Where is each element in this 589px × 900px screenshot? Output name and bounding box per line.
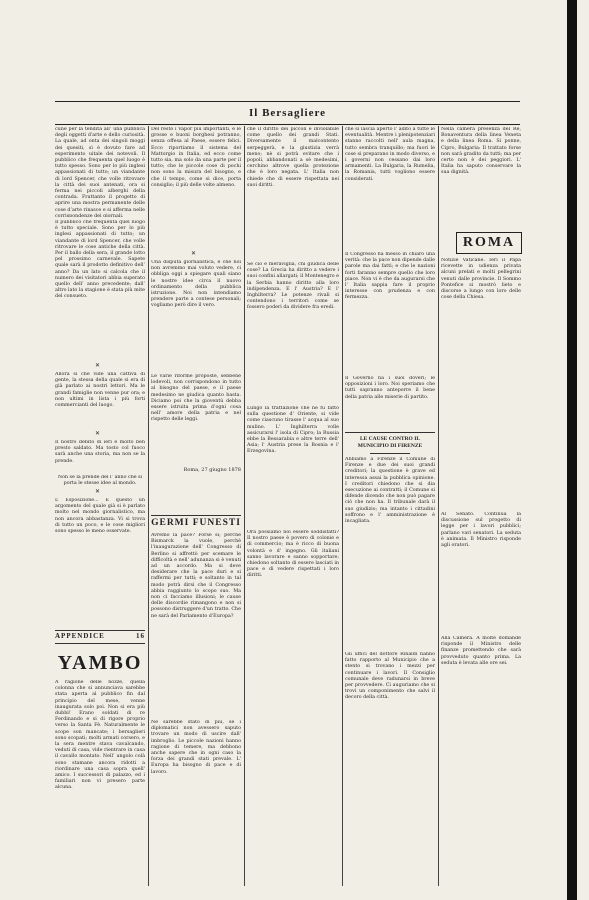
yambo-title: YAMBO xyxy=(57,652,143,674)
separator-x: ✕ xyxy=(95,430,101,437)
rule xyxy=(55,643,145,644)
column-divider xyxy=(148,126,149,886)
article-col1-mid3: Il nostro debito di ieri è molto ben presto saldato. Ma tosto col fuoco sarà anche una storia, ma non se la prende. xyxy=(55,440,145,464)
article-col2-signature: Roma, 27 giugno 1878 xyxy=(183,467,241,473)
separator-x: ✕ xyxy=(95,362,101,369)
column-divider xyxy=(342,126,343,886)
article-col2-top: Del resto i Vapor più importanti, e le grosse e buoni borghesi potranno, senza offesa al Paese, essere felici. Ecco riportiamo il sistema del Mattorgio in Italia, ed ecco come tutto sia, ma solo da una parte per il tutto; che le piccole cose di pochi non sono la misura del bisogno, e che il tempo, come si dice, porta consiglio; il più delle volte almeno. xyxy=(151,127,241,188)
article-col4-mid2: Il Governo ha i suoi doveri; le opposizioni i loro. Noi speriamo che tutti sapranno anteporre il bene della patria alle miserie di partito. xyxy=(345,376,435,400)
roma-box xyxy=(456,232,522,254)
column-divider xyxy=(438,126,439,886)
article-col2-mid2: Le varie riforme proposte, sebbene lodevoli, non corrispondono in tutto al bisogno del paese, e il paese medesimo ne giudica quanto basta. Diciamo poi che la gioventù debba essere istruita prima d’ogni cosa nell’ amore della patria e nel rispetto delle leggi. xyxy=(151,374,241,423)
article-col5-bottom: Alla Camera. A molte domande risponde il Ministro delle finanze promettendo che sarà provveduto quanto prima. La seduta è levata alle ore sei. xyxy=(441,636,521,666)
rule xyxy=(151,515,241,516)
scan-edge-bar xyxy=(567,0,577,900)
appendix-label: APPENDICE xyxy=(55,632,105,640)
article-col4-mid: Il Congresso ha messo in chiaro una verità: che la pace non dipende dalle parole ma dai fatti; e che le nazioni forti faranno sempre quello che loro piace. Non vi è che da augurarsi che l' Italia sappia fare il proprio interesse con prudenza e con fermezza. xyxy=(345,252,435,301)
appendix-number: 16 xyxy=(136,632,145,640)
article-col1-quote: Non se la prende del l’ anno che si porta le stesse idee al mondo. xyxy=(57,475,143,487)
article-col1-top: cune per la tendita all’ una pubblica degli oggetti d'arte e dello curiosità. La quale, ad onta dei singoli moggi dei quesiti, sì è dovuto fare ad esperimento uitale dei notevoli. Il pubblico che frequenta quel luogo è tutto spesso. Sono per lo più inglesi appassionati di tutto; un viandante di lord Spencer, che volle ritrovare la città dei suoi antenati, ora si ferma nei piccoli alberghi della contrada. Frattanto il progetto di aprire una mostra permanente delle cose d’arte rinasce e si afferma nelle corrispondenze dei giornali. xyxy=(55,127,145,217)
article-col2-bottom: Ne sarebbe stato di più, se i diplomatici non avessero saputo trovare un modo di uscire dall' imbroglio. Le piccole nazioni hanno ragione di temere, ma debbono anche sapere che in ogni caso la forza dei grandi stati prevale. L' Europa ha bisogno di pace e di lavoro. xyxy=(151,720,241,775)
article-col4-top: che si lascia aperto l' adito a tutte le eventualità. Mentre i plenipotenziari stanno raccolti nell' aula magna, tutto sembra tranquillo; ma fuori le cose si preparano in modo diverso, e i governi non cessano dai loro armamenti. La Bulgaria, la Rumelia, la Romania, tutti vogliono essere considerati. xyxy=(345,127,435,182)
appendix-header xyxy=(55,632,145,640)
cause-text: Abbiamo a Firenze il Comune di Firenze e due dei suoi grandi creditori; la questione è grave ed interessa assai la pubblica opinione. I creditori chiedono che si dia esecuzione ai contratti; il Comune si difende dicendo che non può pagare ciò che non ha. Il tribunale darà il suo giudizio; ma intanto i cittadini soffrono e l' amministrazione è incagliata. xyxy=(345,457,435,525)
article-col5-top: Nella camera presenza del Re, Bonaventura della linea Veneta e della linea Roma. Si ponne, Cipro, Bulgaria: Il trattato forse non sarà gradito da tutti; ma per certo non è dei peggiori. L' Italia ha saputo conservare la sua dignità. xyxy=(441,127,521,176)
roma-text: Notizie Vaticane. Ieri il Papa ricevette in udienza privata alcuni prelati e molti pellegrini venuti dalle provincie. Il Sommo Pontefice si mostrò lieto e discorse a lungo con loro delle cose della Chiesa. xyxy=(441,258,521,301)
article-col5-mid: Al Senato. Continua la discussione sul progetto di legge per i lavori pubblici; parlano vari senatori. La seduta è animata. Il Ministro risponde agli oratori. xyxy=(441,512,521,549)
rule xyxy=(345,432,435,433)
cause-title: LE CAUSE CONTRO IL MUNICIPIO DI FIRENZE xyxy=(357,436,423,449)
rule xyxy=(370,453,410,454)
article-col3-top: che il diritto dei piccoli è inviolabile come quello dei grandi Stati. Diversamente il malcontento serpeggerà, e la giustizia verrà meno; nè si potrà evitare che i popoli, abbandonati a sè medesimi, cerchino altrove quella protezione che è loro negata. L' Italia non chiede che di essere rispettata nei suoi diritti. xyxy=(247,127,339,188)
separator-x: ✕ xyxy=(191,250,197,257)
yambo-text: A ragione delle nozze, quella colonna che si annunciava sarebbe stata aperta al pubblico fin dal principio del mese, venne inaugurata solo poi. Non si era più dubbi! Erano soldati di re Ferdinando e si di rigore proprio verso la Santa Fè. Naturalmente le scope son mancate; i bersaglieri sono scopati; molti armati corsero, e la sera mentre stava cavalcando, veduti di casa, vide rientrare in casa il cavallo montato. Nell’ angolo colà sono stamane ancora ridotti a riordinare una casa sopra quell' amico. I successori di palazzo, ed i familiari non vi presero parte alcuna. xyxy=(55,680,145,791)
article-col3-mid: Se ciò è meraviglia, chi giudica delle cose? La Grecia ha diritto a vedere i suoi confini allargati; il Montenegro e la Serbia hanno diritto alla loro indipendenza. E l' Austria? E l' Inghilterra? Le potenze rivali si contendono i territori come se fossero poderi da dividere fra eredi. xyxy=(247,262,339,311)
article-col2-mid: Una disputa giornalistica, e che noi non avremmo mai voluto vedere, ci obbliga oggi a spiegare quali siano le nostre idee circa il nuovo ordinamento della pubblica istruzione. Noi non intendiamo prendere parte a contese personali; vogliamo però dire il vero. xyxy=(151,260,241,309)
article-col4-bottom: Gli uffici del dottore Rinaldi hanno fatto rapporto al Municipio che a stento si trovano i mezzi per continuare i lavori. Il Consiglio comunale deve radunarsi in breve per provvedere. Ci auguriamo che si trovi un componimento che salvi il decoro della città. xyxy=(345,652,435,701)
germi-text: Avremo la pace? Forse si; perchè Bismarck la vuole, perchè l'inaugurazione dell' Congresso di Berlino si affrettò per scemare le difficoltà e nell' adunanza si è venuti ad un accordo. Ma si deve desiderare che la pace duri e si raffermi per tutti; e soltanto in tal modo potrà dirsi che il Congresso abbia raggiunto lo scopo suo. Ma non ci facciamo illusioni; le cause delle discordie rimangono e non si possono distruggere d'un tratto. Che ne sarà del Parlamento d'Europa? xyxy=(151,533,241,619)
article-col1-bottom: L’ Esposizione... È questo un argomento del quale già si è parlato molto nel mondo giornalistico, ma non ancora abbastanza. Vi si trova di tutto un poco, e le cose migliori sono spesso le meno osservate. xyxy=(55,498,145,535)
column-divider xyxy=(244,126,245,886)
separator-x: ✕ xyxy=(95,488,101,495)
article-col3-mid2: Lungo la trattazione che ne fu fatto sulla questione d' Oriente, si vide come ciascuno tirasse l' acqua al suo mulino. L' Inghilterra volle assicurarsi l' isola di Cipro; la Russia ebbe la Bessarabia e altre terre dell' Asia; l' Austria prese la Bosnia e l' Erzegovina. xyxy=(247,406,339,455)
masthead-title: Il Bersagliere xyxy=(55,101,520,125)
germi-title: GERMI FUNESTI xyxy=(151,518,241,528)
article-col1-mid2: Allora sì che vide una cattiva di gente, la stessa della quale si era di già parlato ai nostri lettori. Ma le grandi famiglie non venne pur ora; e non ultimi in lista i più forti commercianti del luogo. xyxy=(55,372,145,409)
roma-title: ROMA xyxy=(462,235,516,250)
article-col1-mid: Il pubblico che frequenta quel luogo è tutto speciale. Sono per lo più inglesi appassionati di tutto; un viandante di lord Spencer, che volle ritrovare le cose antiche della città. Per il ballo della sera, il grande lotto pel prossimo carnevale. Sapete quale sarà il prodotto definitivo dell’ anno? Da un lato si calcola che il numero dei visitatori abbia superato quello dell’ anno precedente; dall’ altro lato la stagione è stata più mite del consueto. xyxy=(55,220,145,300)
article-col3-bottom: Ora possiamo noi essere soddisfatti? Il nostro paese è povero di colonie e di commercio; ma è ricco di buona volontà e d' ingegno. Gli italiani sanno lavorare e sanno sopportare; chiedono soltanto di essere lasciati in pace e di vedere rispettati i loro diritti. xyxy=(247,530,339,579)
rule xyxy=(55,630,145,631)
